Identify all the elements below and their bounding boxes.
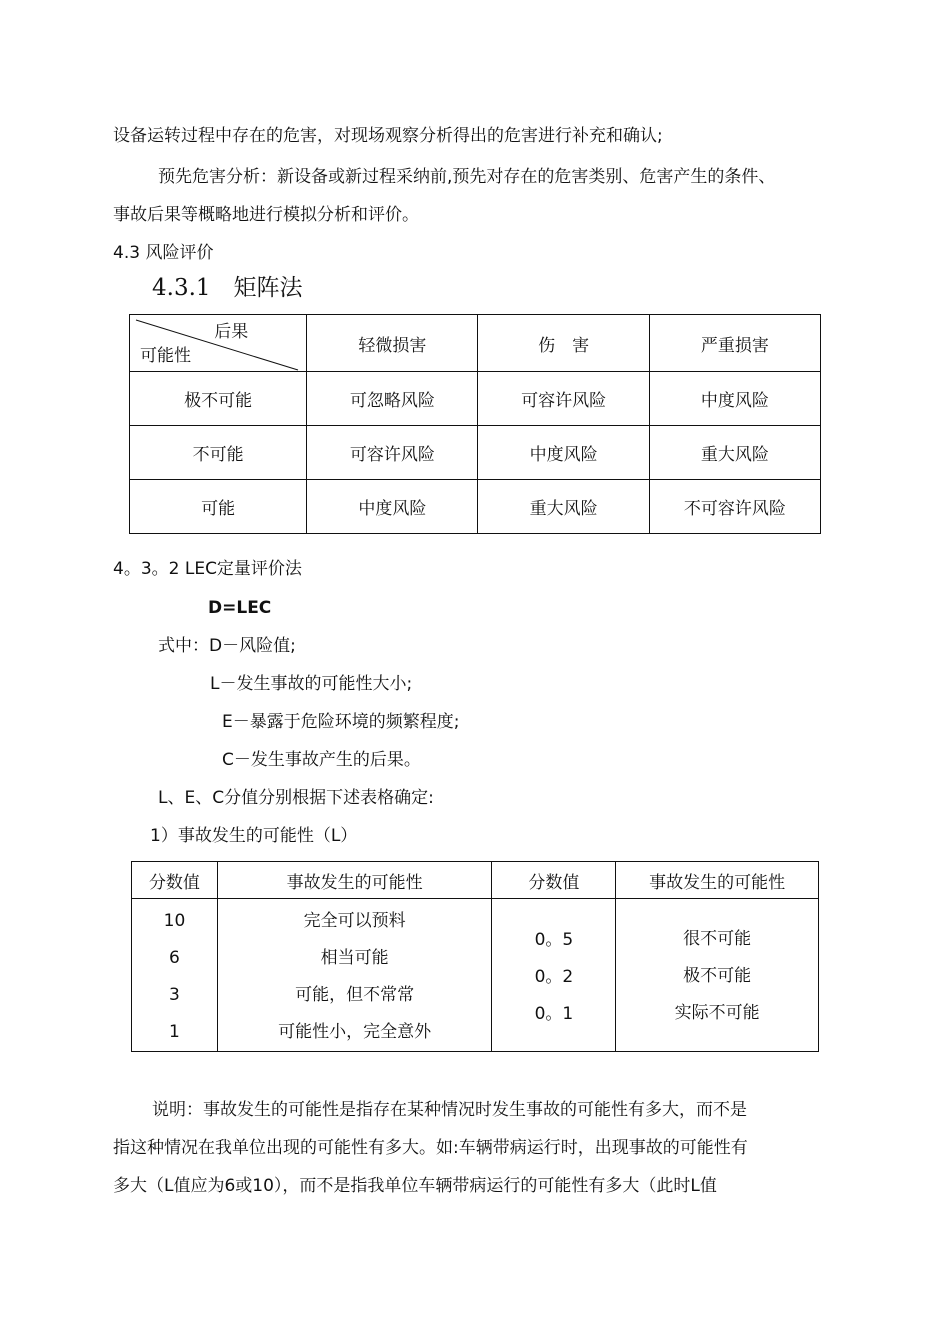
subsection-heading: 4。3。2 LEC定量评价法 [113,559,302,579]
matrix-cell: 可容许风险 [307,426,478,480]
explanation-line: 说明：事故发生的可能性是指存在某种情况时发生事故的可能性有多大，而不是 [152,1100,747,1120]
matrix-row-label: 可能 [130,480,307,534]
table-header-cell: 事故发生的可能性 [217,862,492,899]
score-value: 3 [169,985,180,1005]
section-heading: 4.3 风险评价 [113,243,214,263]
likelihood-desc: 实际不可能 [674,1003,760,1023]
table-header-row [132,862,819,899]
matrix-row [130,426,821,480]
matrix-cell: 中度风险 [307,480,478,534]
likelihood-desc: 极不可能 [683,966,752,986]
lec-note: L、E、C分值分别根据下述表格确定: [158,788,434,808]
score-value: 0。5 [534,930,574,950]
matrix-row-label: 不可能 [130,426,307,480]
likelihood-desc: 完全可以预料 [303,911,406,931]
matrix-header-row [130,315,821,372]
score-value: 6 [169,948,180,968]
definition-l: L－发生事故的可能性大小; [210,674,413,694]
formula: D=LEC [208,598,272,618]
paragraph-line: 设备运转过程中存在的危害，对现场观察分析得出的危害进行补充和确认; [113,126,663,146]
matrix-cell: 重大风险 [478,480,649,534]
right-score-cell [492,899,616,1052]
matrix-column-header: 伤 害 [478,315,649,372]
likelihood-desc: 相当可能 [320,948,389,968]
matrix-cell: 中度风险 [649,372,820,426]
matrix-cell: 可忽略风险 [307,372,478,426]
subsection-heading: 4.3.1 矩阵法 [152,275,303,301]
explanation-line: 多大（L值应为6或10），而不是指我单位车辆带病运行的可能性有多大（此时L值 [113,1176,717,1196]
left-score-cell [132,899,218,1052]
left-desc-cell [217,899,492,1052]
table-header-cell: 事故发生的可能性 [616,862,819,899]
matrix-column-header: 轻微损害 [307,315,478,372]
corner-likelihood-label: 可能性 [140,346,191,366]
likelihood-desc: 很不可能 [683,929,752,949]
matrix-cell: 中度风险 [478,426,649,480]
corner-consequence-label: 后果 [214,322,249,342]
table-header-cell: 分数值 [132,862,218,899]
risk-matrix-table [129,314,821,534]
table-header-cell: 分数值 [492,862,616,899]
table-row [132,899,819,1052]
matrix-column-header: 严重损害 [649,315,820,372]
matrix-cell: 不可容许风险 [649,480,820,534]
table-caption: 1）事故发生的可能性（L） [150,826,358,846]
matrix-cell: 可容许风险 [478,372,649,426]
matrix-corner-cell [130,315,307,372]
paragraph-line: 预先危害分析：新设备或新过程采纳前,预先对存在的危害类别、危害产生的条件、 [158,167,776,187]
matrix-row [130,480,821,534]
score-value: 1 [169,1022,180,1042]
matrix-cell: 重大风险 [649,426,820,480]
definition-d: 式中：D－风险值; [158,636,296,656]
definition-e: E－暴露于危险环境的频繁程度; [222,712,460,732]
paragraph-line: 事故后果等概略地进行模拟分析和评价。 [113,205,419,225]
likelihood-table [131,861,819,1052]
likelihood-desc: 可能，但不常常 [295,985,415,1005]
likelihood-desc: 可能性小，完全意外 [278,1022,432,1042]
explanation-line: 指这种情况在我单位出现的可能性有多大。如:车辆带病运行时，出现事故的可能性有 [113,1138,748,1158]
definition-c: C－发生事故产生的后果。 [222,750,421,770]
score-value: 0。1 [534,1004,574,1024]
right-desc-cell [616,899,819,1052]
matrix-row-label: 极不可能 [130,372,307,426]
matrix-row [130,372,821,426]
score-value: 10 [163,911,186,931]
score-value: 0。2 [534,967,574,987]
